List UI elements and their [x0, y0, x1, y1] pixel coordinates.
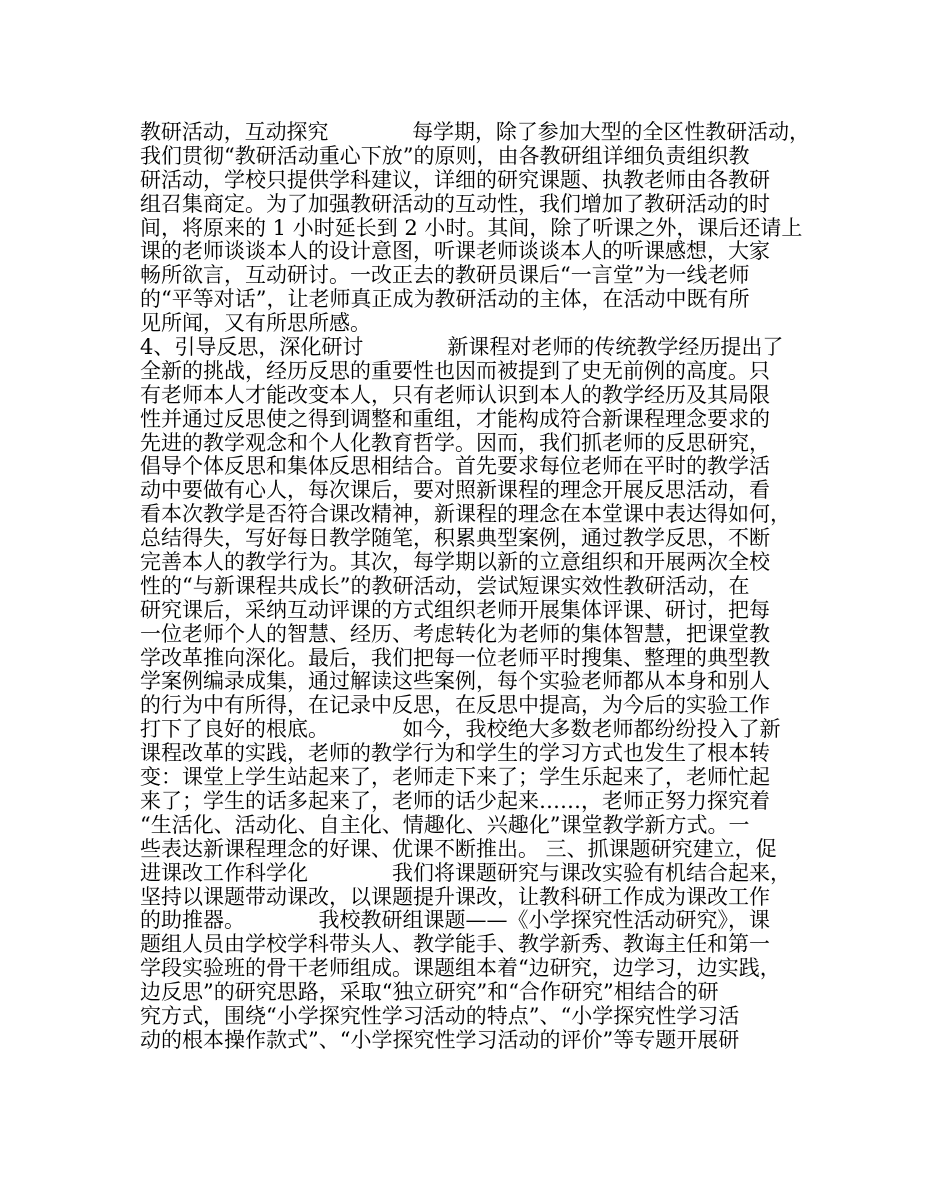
text-line: 进课改工作科学化 我们将课题研究与课改实验有机结合起来， — [140, 860, 791, 885]
text-line: 间，将原来的 1 小时延长到 2 小时。其间，除了听课之外，课后还请上 — [140, 215, 803, 240]
text-line: 4、引导反思，深化研讨 新课程对老师的传统教学经历提出了 — [140, 335, 784, 360]
text-line: 我们贯彻“教研活动重心下放”的原则，由各教研组详细负责组织教 — [140, 143, 750, 168]
text-line: 性并通过反思使之得到调整和重组，才能构成符合新课程理念要求的 — [140, 406, 770, 431]
document-body-text — [140, 121, 810, 1053]
text-line: 来了；学生的话多起来了，老师的话少起来……，老师正努力探究着 — [140, 788, 770, 813]
text-line: 倡导个体反思和集体反思相结合。首先要求每位老师在平时的教学活 — [140, 454, 770, 479]
text-line: 全新的挑战，经历反思的重要性也因而被提到了史无前例的高度。只 — [140, 358, 770, 383]
text-line: 一位老师个人的智慧、经历、考虑转化为老师的集体智慧，把课堂教 — [140, 621, 770, 646]
text-line: 研究课后，采纳互动评课的方式组织老师开展集体评课、研讨，把每 — [140, 597, 770, 622]
text-line: 动中要做有心人，每次课后，要对照新课程的理念开展反思活动，看 — [140, 478, 770, 503]
text-line: 课的老师谈谈本人的设计意图，听课老师谈谈本人的听课感想，大家 — [140, 239, 770, 264]
text-line: 边反思”的研究思路，采取“独立研究”和“合作研究”相结合的研 — [140, 980, 719, 1005]
text-line: 畅所欲言，互动研讨。一改正去的教研员课后“一言堂”为一线老师 — [140, 263, 750, 288]
text-line: 看本次教学是否符合课改精神，新课程的理念在本堂课中表达得如何， — [140, 502, 791, 527]
text-line: 见所闻，又有所思所感。 — [140, 311, 371, 336]
text-line: 课程改革的实践，老师的教学行为和学生的学习方式也发生了根本转 — [140, 741, 770, 766]
text-line: 坚持以课题带动课改，以课题提升课改，让教科研工作成为课改工作 — [140, 884, 770, 909]
text-line: 先进的教学观念和个人化教育哲学。因而，我们抓老师的反思研究， — [140, 430, 770, 455]
text-line: 些表达新课程理念的好课、优课不断推出。 三、抓课题研究建立，促 — [140, 836, 777, 861]
text-line: 完善本人的教学行为。其次，每学期以新的立意组织和开展两次全校 — [140, 550, 770, 575]
text-line: 的“平等对话”，让老师真正成为教研活动的主体，在活动中既有所 — [140, 287, 750, 312]
text-line: “生活化、活动化、自主化、情趣化、兴趣化”课堂教学新方式。一 — [140, 812, 750, 837]
text-line: 学案例编录成集，通过解读这些案例，每个实验老师都从本身和别人 — [140, 669, 770, 694]
text-line: 究方式，围绕“小学探究性学习活动的特点”、“小学探究性学习活 — [140, 1003, 740, 1028]
text-line: 的助推器。 我校教研组课题——《小学探究性活动研究》，课 — [140, 908, 770, 933]
text-line: 变：课堂上学生站起来了，老师走下来了；学生乐起来了，老师忙起 — [140, 765, 770, 790]
text-line: 动的根本操作款式”、“小学探究性学习活动的评价”等专题开展研 — [140, 1027, 740, 1052]
text-line: 组召集商定。为了加强教研活动的互动性，我们增加了教研活动的时 — [140, 191, 770, 216]
text-line: 学改革推向深化。最后，我们把每一位老师平时搜集、整理的典型教 — [140, 645, 770, 670]
text-line: 有老师本人才能改变本人，只有老师认识到本人的教学经历及其局限 — [140, 382, 770, 407]
text-line: 题组人员由学校学科带头人、教学能手、教学新秀、教诲主任和第一 — [140, 932, 770, 957]
text-line: 的行为中有所得，在记录中反思，在反思中提高，为今后的实验工作 — [140, 693, 770, 718]
text-line: 总结得失，写好每日教学随笔，积累典型案例，通过教学反思，不断 — [140, 526, 770, 551]
text-line: 打下了良好的根底。 如今，我校绝大多数老师都纷纷投入了新 — [140, 717, 781, 742]
text-line: 学段实验班的骨干老师组成。课题组本着“边研究，边学习，边实践， — [140, 956, 781, 981]
text-line: 教研活动，互动探究 每学期，除了参加大型的全区性教研活动， — [140, 120, 810, 144]
text-line: 性的“与新课程共成长”的教研活动，尝试短课实效性教研活动，在 — [140, 573, 750, 598]
text-line: 研活动，学校只提供学科建议，详细的研究课题、执教老师由各教研 — [140, 167, 770, 192]
